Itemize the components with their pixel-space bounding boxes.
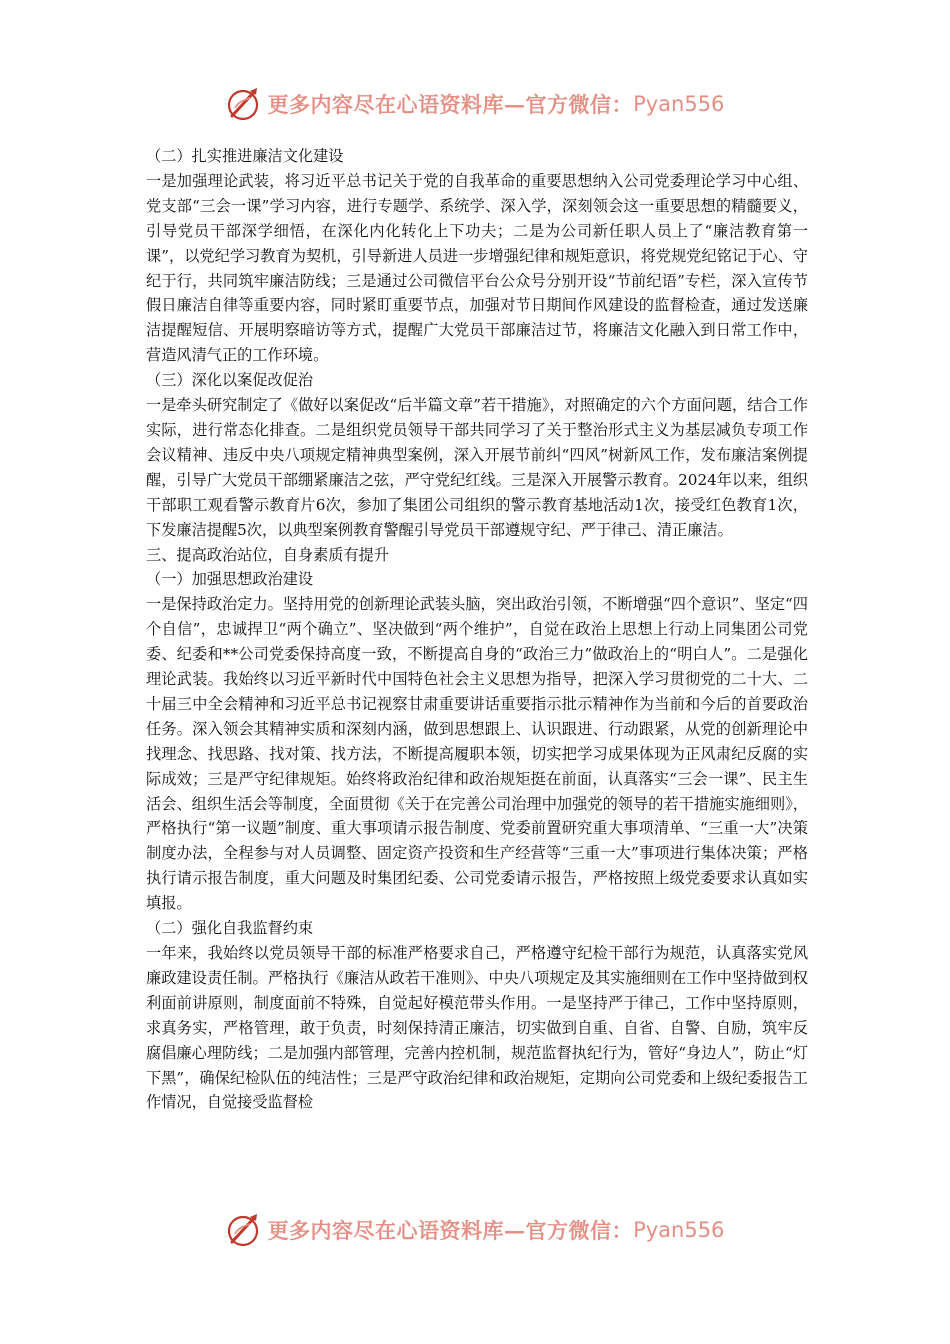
pen-logo-icon <box>226 1212 262 1248</box>
banner-wechat-id: Pyan556 <box>633 92 725 116</box>
section-heading: （三）深化以案促改促治 <box>146 371 314 390</box>
body-paragraph: 一是牵头研究制定了《做好以案促改“后半篇文章”若干措施》，对照确定的六个方面问题，结合工作实际，进行常态化排查。二是组织党员领导干部共同学习了关于整治形式主义为基层减负专项工作会议精神、违反中央八项规定精神典型案例，深入开展节前纠“四风”树新风工作，发布廉洁案例提醒，引导广大党员干部绷紧廉洁之弦，严守党纪红线。三是深入开展警示教育。2024年以来，组织干部职工观看警示教育片6次，参加了集团公司组织的警示教育基地活动1次，接受红色教育1次，下发廉洁提醒5次，以典型案例教育警醒引导党员干部遵规守纪、严于律己、清正廉洁。 <box>146 396 808 539</box>
body-paragraph: 一年来，我始终以党员领导干部的标准严格要求自己，严格遵守纪检干部行为规范，认真落实党风廉政建设责任制。严格执行《廉洁从政若干准则》、中央八项规定及其实施细则在工作中坚持做到权利面前讲原则，制度面前不特殊，自觉起好模范带头作用。一是坚持严于律己，工作中坚持原则，求真务实，严格管理，敢于负责，时刻保持清正廉洁，切实做到自重、自省、自警、自励，筑牢反腐倡廉心理防线；二是加强内部管理，完善内控机制，规范监督执纪行为，管好“身边人”，防止“灯下黑”，确保纪检队伍的纯洁性；三是严守政治纪律和政治规矩，定期向公司党委和上级纪委报告工作情况，自觉接受监督检 <box>146 944 808 1112</box>
pen-logo-icon <box>226 86 262 122</box>
footer-watermark-banner <box>0 1208 950 1252</box>
header-watermark-banner <box>0 82 950 126</box>
document-body <box>146 144 808 1115</box>
banner-text: 更多内容尽在心语资料库—官方微信： <box>267 92 634 117</box>
section-heading: （一）加强思想政治建设 <box>146 570 314 589</box>
banner-wechat-id: Pyan556 <box>633 1218 725 1242</box>
banner-text: 更多内容尽在心语资料库—官方微信： <box>267 1218 634 1243</box>
body-paragraph: 一是加强理论武装，将习近平总书记关于党的自我革命的重要思想纳入公司党委理论学习中心组、党支部“三会一课”学习内容，进行专题学、系统学、深入学，深刻领会这一重要思想的精髓要义，引导党员干部深学细悟，在深化内化转化上下功夫；二是为公司新任职人员上了“廉洁教育第一课”，以党纪学习教育为契机，引导新进人员进一步增强纪律和规矩意识，将党规党纪铭记于心、守纪于行，共同筑牢廉洁防线；三是通过公司微信平台公众号分别开设“节前纪语”专栏，深入宣传节假日廉洁自律等重要内容，同时紧盯重要节点，加强对节日期间作风建设的监督检查，通过发送廉洁提醒短信、开展明察暗访等方式，提醒广大党员干部廉洁过节，将廉洁文化融入到日常工作中，营造风清气正的工作环境。 <box>146 171 808 365</box>
section-heading: （二）强化自我监督约束 <box>146 919 314 938</box>
section-heading: 三、提高政治站位，自身素质有提升 <box>146 545 389 564</box>
body-paragraph: 一是保持政治定力。坚持用党的创新理论武装头脑，突出政治引领，不断增强“四个意识”、坚定“四个自信”，忠诚捍卫“两个确立”、坚决做到“两个维护”，自觉在政治上思想上行动上同集团公司党委、纪委和**公司党委保持高度一致，不断提高自身的“政治三力”做政治上的“明白人”。二是强化理论武装。我始终以习近平新时代中国特色社会主义思想为指导，把深入学习贯彻党的二十大、二十届三中全会精神和习近平总书记视察甘肃重要讲话重要指示批示精神作为当前和今后的首要政治任务。深入领会其精神实质和深刻内涵，做到思想跟上、认识跟进、行动跟紧，从党的创新理论中找理念、找思路、找对策、找方法，不断提高履职本领，切实把学习成果体现为正风肃纪反腐的实际成效；三是严守纪律规矩。始终将政治纪律和政治规矩挺在前面，认真落实“三会一课”、民主生活会、组织生活会等制度，全面贯彻《关于在完善公司治理中加强党的领导的若干措施实施细则》，严格执行“第一议题”制度、重大事项请示报告制度、党委前置研究重大事项清单、“三重一大”决策制度办法，全程参与对人员调整、固定资产投资和生产经营等“三重一大”事项进行集体决策；严格执行请示报告制度，重大问题及时集团纪委、公司党委请示报告，严格按照上级党委要求认真如实填报。 <box>146 595 808 913</box>
section-heading: （二）扎实推进廉洁文化建设 <box>146 147 344 165</box>
